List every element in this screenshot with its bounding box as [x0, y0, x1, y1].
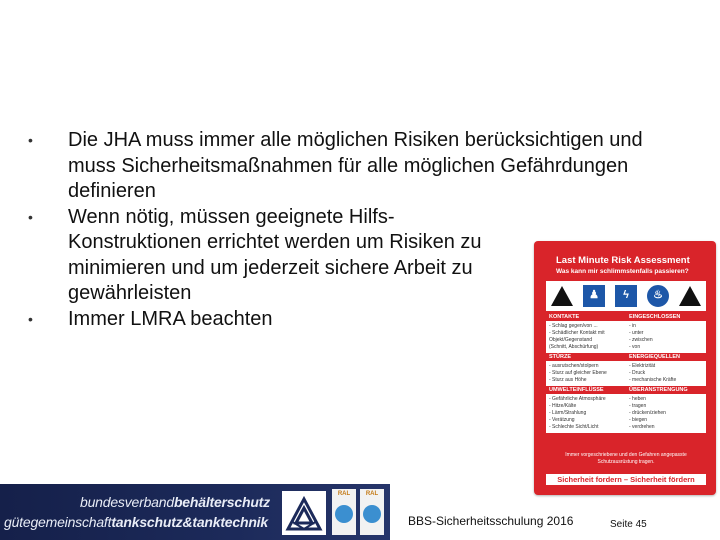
course-title: BBS-Sicherheitsschulung 2016 — [408, 514, 574, 528]
lmra-slogan: Sicherheit fordern – Sicherheit fördern — [546, 474, 706, 485]
lmra-footer-text: Immer vorgeschriebene und den Gefahren angepasste Schutzausrüstung tragen. — [565, 452, 687, 465]
ral-badge: RAL — [332, 489, 356, 535]
ral-badge: RAL — [360, 489, 384, 535]
footer-banner — [0, 484, 390, 540]
bullet-item: • Immer LMRA beachten — [28, 307, 688, 333]
footer-line-2: gütegemeinschafttankschutz&tanktechnik — [4, 514, 268, 530]
lmra-icon-row — [546, 281, 706, 311]
bullet-text: Wenn nötig, müssen geeignete Hilfs-Konstruktionen errichtet werden um Risiken zu minimieren und um jederzeit sichere Arbeit zu gewährleisten — [68, 205, 482, 304]
lmra-title: Last Minute Risk Assessment — [556, 255, 690, 266]
hazard-icon — [679, 286, 701, 306]
page-number: Seite 45 — [610, 519, 647, 530]
bullet-text: Immer LMRA beachten — [68, 307, 273, 330]
bullet-item: • Wenn nötig, müssen geeignete Hilfs-Konstruktionen errichtet werden um Risiken zu minimieren und um jederzeit sichere Arbeit zu gewährleisten — [28, 205, 688, 307]
worker-icon: ♟ — [583, 285, 605, 307]
bullet-text: Die JHA muss immer alle möglichen Risiken berücksichtigen und muss Sicherheitsmaßnahmen für alle möglichen Gefährdungen definieren — [68, 129, 643, 202]
lmra-subtitle: Was kann mir schlimmstenfalls passieren? — [556, 268, 689, 275]
lmra-table: KONTAKTE EINGESCHLOSSEN - Schlag gegen/von ... - Schädlicher Kontakt mit Objekt/Gegenstand (Schnitt, Abschürfung) - in - unter - zwischen - von STÜRZE ENERGIEQUELLEN - ausrutschen/stolpern - Sturz auf gleicher Ebene - Sturz aus Höhe - Elektrizität - Druck - mechanische Kräfte UMWELTEINFLÜSSE ÜBERANSTRENGUNG - Gefährliche Atmosphäre - Hitze/Kälte - Lärm/Strahlung - Verätzung - Schlechte Sicht/Licht - heben - tragen - drücken/ziehen - biegen - verdrehen — [546, 313, 706, 433]
flame-icon: ♨ — [647, 285, 669, 307]
lmra-card — [534, 241, 716, 495]
footer-line-1: bundesverbandbehälterschutz — [80, 494, 270, 510]
electric-icon: ϟ — [615, 285, 637, 307]
company-logo-icon — [282, 491, 326, 535]
bullet-item: • Die JHA muss immer alle möglichen Risiken berücksichtigen und muss Sicherheitsmaßnahmen für alle möglichen Gefährdungen definieren — [28, 128, 688, 205]
warning-icon — [551, 286, 573, 306]
